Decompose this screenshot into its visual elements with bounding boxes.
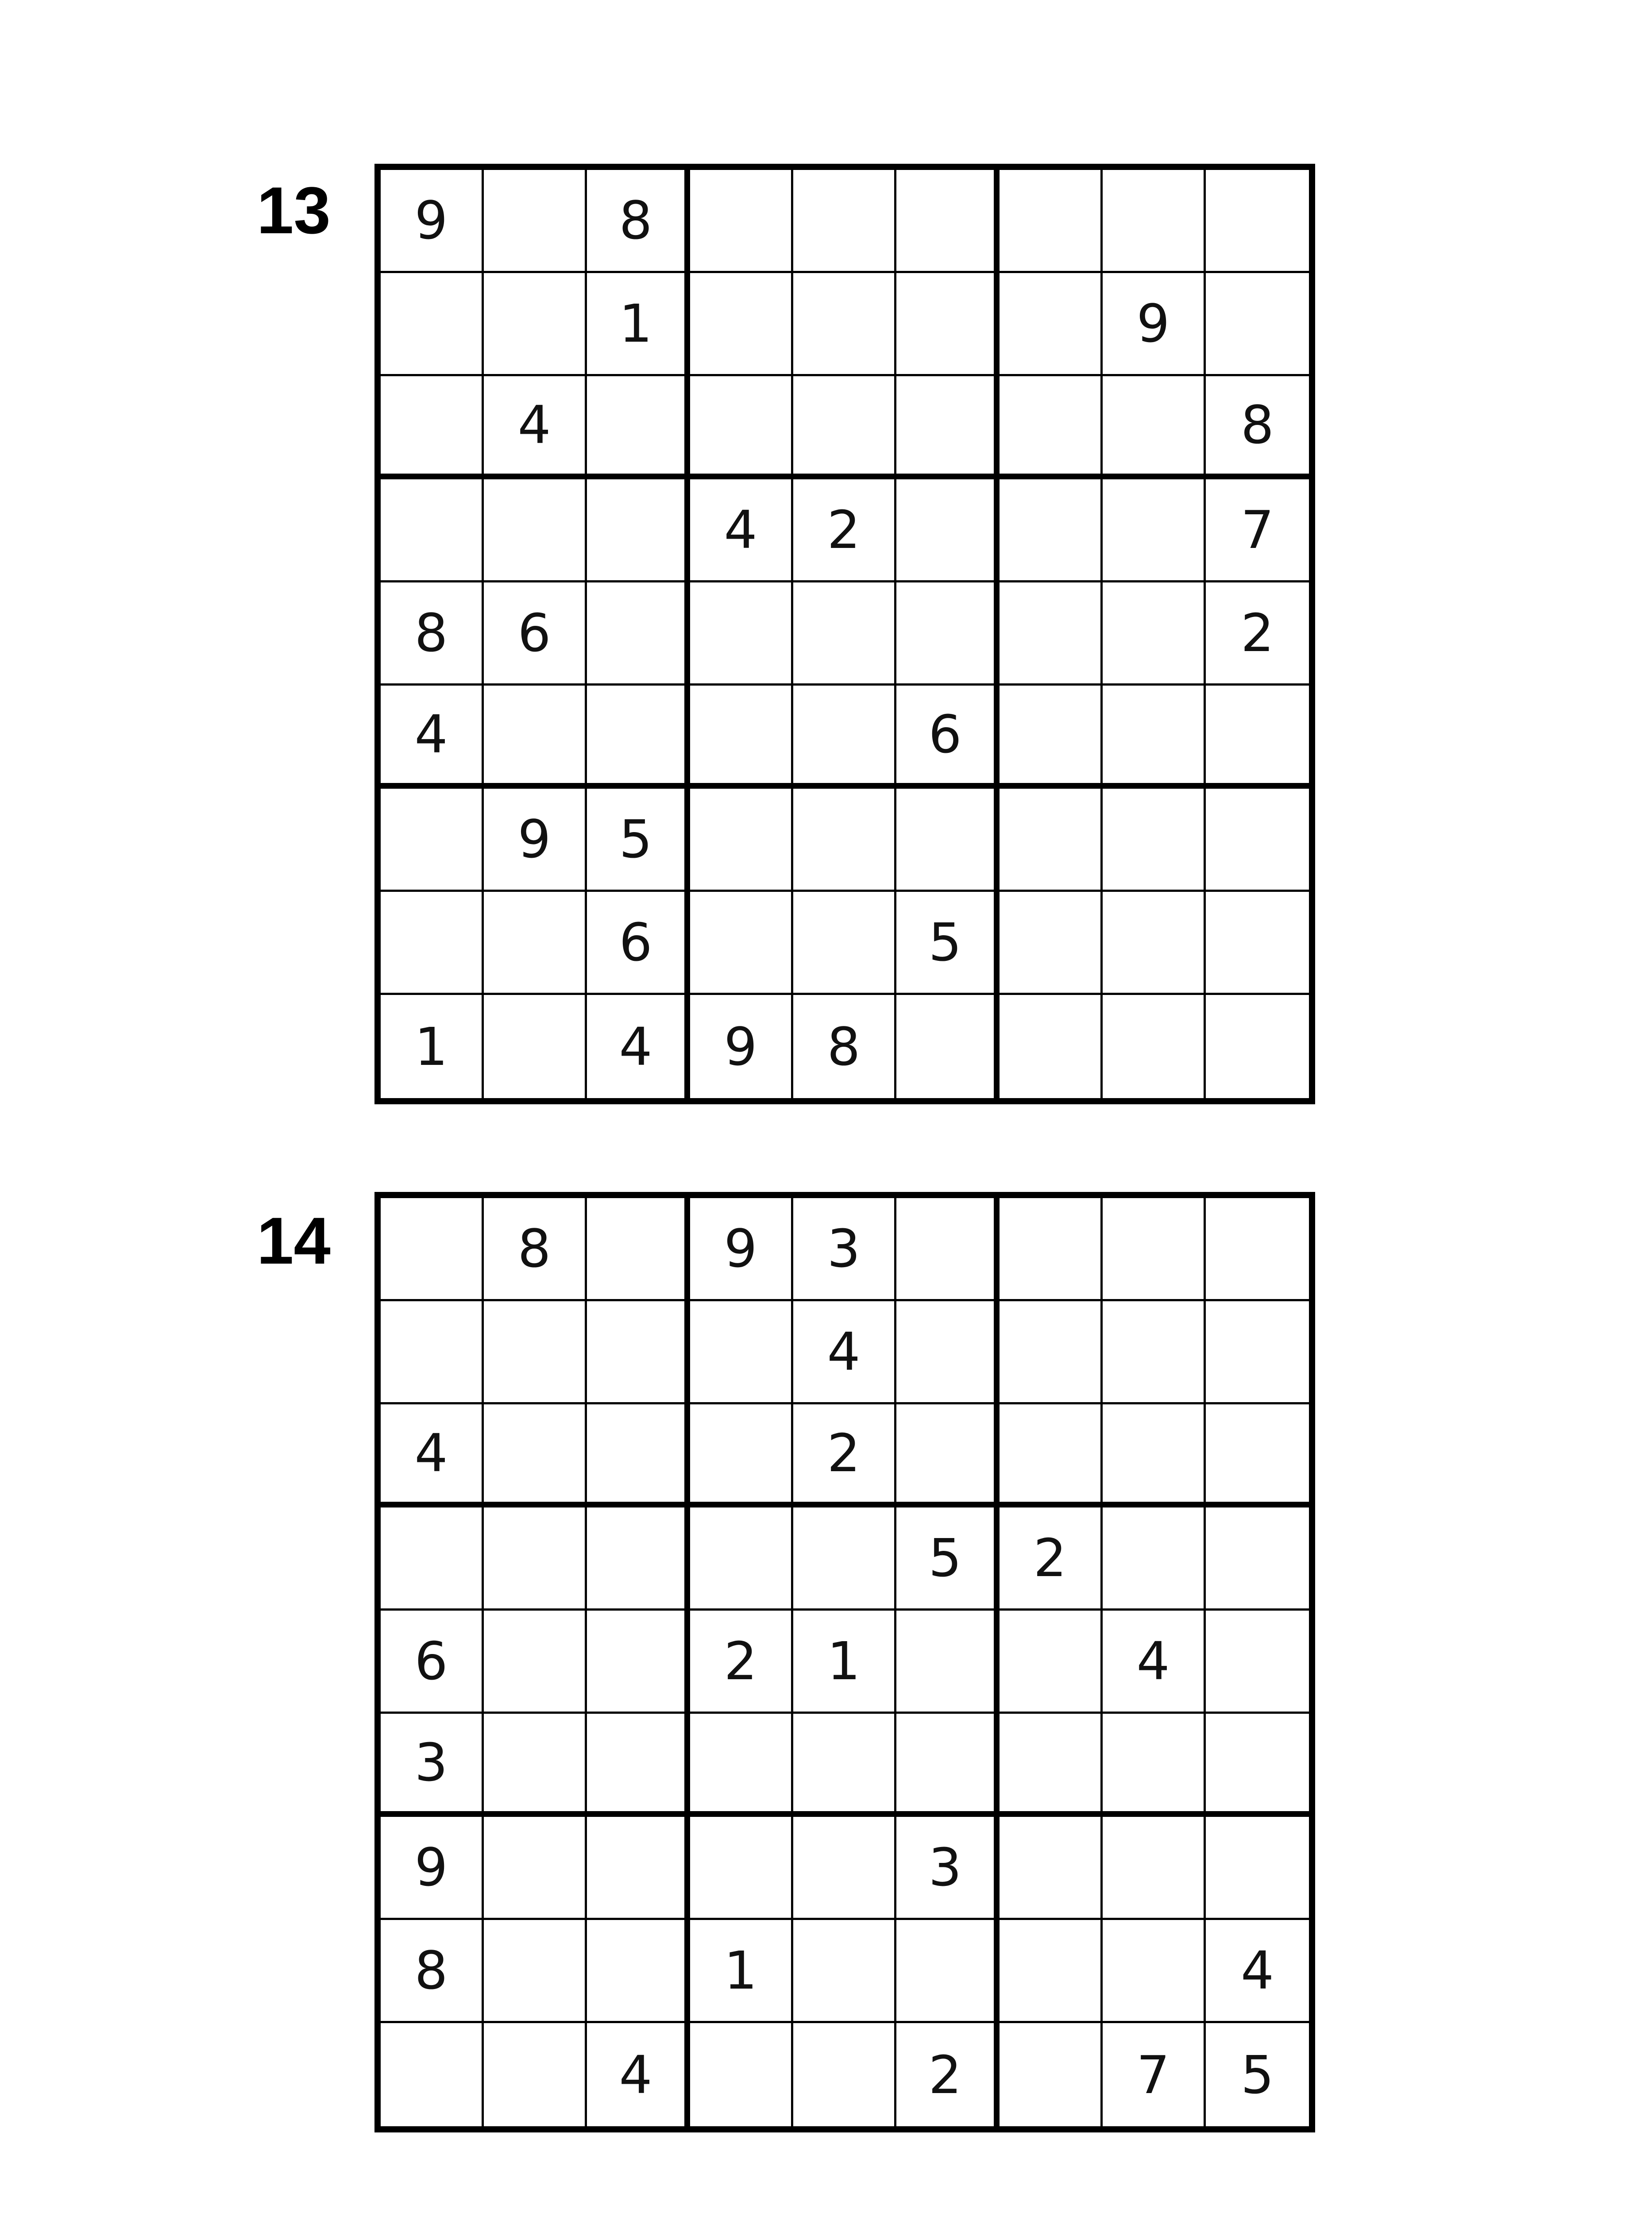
sudoku-cell[interactable]: [587, 1920, 690, 2023]
sudoku-cell[interactable]: [484, 273, 587, 376]
sudoku-cell[interactable]: 4: [484, 376, 587, 479]
sudoku-cell[interactable]: [690, 273, 793, 376]
sudoku-cell[interactable]: [793, 1714, 896, 1817]
sudoku-cell[interactable]: [381, 1301, 484, 1404]
sudoku-cell[interactable]: [1206, 1507, 1309, 1611]
sudoku-cell[interactable]: 2: [793, 1404, 896, 1507]
sudoku-cell[interactable]: 8: [484, 1198, 587, 1301]
sudoku-cell[interactable]: [690, 1817, 793, 1920]
sudoku-cell[interactable]: [793, 789, 896, 892]
sudoku-cell[interactable]: 4: [587, 995, 690, 1098]
sudoku-cell[interactable]: 4: [587, 2023, 690, 2126]
sudoku-cell[interactable]: [1206, 1714, 1309, 1817]
sudoku-cell[interactable]: [1000, 1404, 1103, 1507]
sudoku-cell[interactable]: [1103, 686, 1206, 789]
sudoku-cell[interactable]: [587, 1301, 690, 1404]
sudoku-cell[interactable]: [587, 479, 690, 582]
sudoku-cell[interactable]: [381, 479, 484, 582]
sudoku-cell[interactable]: 8: [793, 995, 896, 1098]
sudoku-cell[interactable]: 6: [896, 686, 1000, 789]
sudoku-cell[interactable]: [690, 789, 793, 892]
sudoku-cell[interactable]: [1103, 479, 1206, 582]
sudoku-cell[interactable]: 9: [1103, 273, 1206, 376]
sudoku-cell[interactable]: [1206, 686, 1309, 789]
sudoku-cell[interactable]: 6: [381, 1611, 484, 1714]
sudoku-cell[interactable]: [1206, 273, 1309, 376]
sudoku-cell[interactable]: 3: [896, 1817, 1000, 1920]
sudoku-cell[interactable]: 8: [381, 582, 484, 686]
sudoku-cell[interactable]: [1206, 1404, 1309, 1507]
sudoku-cell[interactable]: 9: [690, 1198, 793, 1301]
sudoku-cell[interactable]: [896, 995, 1000, 1098]
sudoku-cell[interactable]: [690, 2023, 793, 2126]
sudoku-grid: [374, 1192, 1315, 2132]
sudoku-cell[interactable]: [1206, 170, 1309, 273]
sudoku-cell[interactable]: [587, 686, 690, 789]
sudoku-cell[interactable]: [690, 892, 793, 995]
sudoku-cell[interactable]: 3: [793, 1198, 896, 1301]
sudoku-cell[interactable]: [1206, 995, 1309, 1098]
sudoku-cell[interactable]: [484, 686, 587, 789]
sudoku-cell[interactable]: [793, 686, 896, 789]
sudoku-cell[interactable]: 5: [1240, 2044, 1274, 2105]
sudoku-cell[interactable]: [1000, 479, 1103, 582]
sudoku-cell[interactable]: [484, 170, 587, 273]
sudoku-cell[interactable]: 1: [690, 1920, 793, 2023]
sudoku-cell[interactable]: [1206, 1198, 1309, 1301]
sudoku-cell[interactable]: [1103, 582, 1206, 686]
sudoku-cell[interactable]: [1206, 1301, 1309, 1404]
sudoku-cell[interactable]: [896, 582, 1000, 686]
sudoku-cell[interactable]: [1103, 995, 1206, 1098]
sudoku-cell[interactable]: 5: [896, 892, 1000, 995]
sudoku-cell[interactable]: [381, 789, 484, 892]
sudoku-cell[interactable]: [1000, 582, 1103, 686]
sudoku-cell[interactable]: 9: [381, 170, 484, 273]
sudoku-cell[interactable]: 2: [793, 479, 896, 582]
sudoku-cell[interactable]: [896, 170, 1000, 273]
sudoku-cell[interactable]: [587, 1817, 690, 1920]
sudoku-cell[interactable]: [896, 376, 1000, 479]
sudoku-cell[interactable]: [1000, 892, 1103, 995]
sudoku-cell[interactable]: 2: [1000, 1507, 1103, 1611]
sudoku-cell[interactable]: 1: [381, 995, 484, 1098]
sudoku-cell[interactable]: [1206, 1817, 1309, 1920]
sudoku-cell[interactable]: [793, 582, 896, 686]
sudoku-cell[interactable]: [381, 892, 484, 995]
sudoku-cell[interactable]: [793, 892, 896, 995]
sudoku-cell[interactable]: [587, 1404, 690, 1507]
sudoku-cell[interactable]: [587, 1714, 690, 1817]
sudoku-cell[interactable]: [1000, 273, 1103, 376]
sudoku-cell[interactable]: [587, 1198, 690, 1301]
sudoku-grid: [374, 164, 1315, 1104]
sudoku-cell[interactable]: [1103, 1817, 1206, 1920]
sudoku-cell[interactable]: 3: [381, 1714, 484, 1817]
sudoku-cell[interactable]: [793, 1507, 896, 1611]
sudoku-cell[interactable]: [381, 376, 484, 479]
sudoku-cell[interactable]: 4: [381, 686, 484, 789]
sudoku-cell[interactable]: 4: [793, 1301, 896, 1404]
sudoku-cell[interactable]: [793, 170, 896, 273]
sudoku-cell[interactable]: [1206, 892, 1309, 995]
sudoku-cell[interactable]: 8: [1206, 376, 1309, 479]
sudoku-cell[interactable]: [896, 1611, 1000, 1714]
sudoku-cell[interactable]: [1000, 1301, 1103, 1404]
sudoku-cell[interactable]: [1103, 1404, 1206, 1507]
sudoku-cell[interactable]: [484, 1714, 587, 1817]
sudoku-cell[interactable]: [690, 582, 793, 686]
sudoku-cell[interactable]: [484, 1301, 587, 1404]
sudoku-cell[interactable]: [896, 1198, 1000, 1301]
sudoku-cell[interactable]: 9: [484, 789, 587, 892]
sudoku-cell[interactable]: [1000, 170, 1103, 273]
sudoku-cell[interactable]: [1000, 995, 1103, 1098]
sudoku-cell[interactable]: [1000, 789, 1103, 892]
sudoku-cell[interactable]: [793, 376, 896, 479]
sudoku-cell[interactable]: [690, 686, 793, 789]
sudoku-cell[interactable]: [1000, 686, 1103, 789]
sudoku-cell[interactable]: [484, 1404, 587, 1507]
sudoku-cell[interactable]: [1206, 1611, 1309, 1714]
sudoku-cell[interactable]: 8: [381, 1920, 484, 2023]
sudoku-cell[interactable]: [484, 892, 587, 995]
sudoku-cell[interactable]: 1: [793, 1611, 896, 1714]
sudoku-cell[interactable]: 6: [484, 582, 587, 686]
sudoku-cell[interactable]: [1206, 789, 1309, 892]
sudoku-cell[interactable]: [484, 995, 587, 1098]
sudoku-cell[interactable]: [690, 376, 793, 479]
sudoku-cell[interactable]: [1103, 376, 1206, 479]
sudoku-cell[interactable]: [484, 2023, 587, 2126]
sudoku-cell[interactable]: [793, 1920, 896, 2023]
sudoku-cell[interactable]: [1000, 1611, 1103, 1714]
sudoku-cell[interactable]: [484, 479, 587, 582]
sudoku-cell[interactable]: [1000, 1198, 1103, 1301]
sudoku-cell[interactable]: 7: [1103, 2023, 1206, 2126]
puzzle-number: 14: [257, 1203, 331, 1278]
sudoku-cell[interactable]: [587, 376, 690, 479]
sudoku-cell[interactable]: 6: [587, 892, 690, 995]
puzzle-number: 13: [257, 173, 331, 247]
sudoku-cell[interactable]: 7: [1206, 479, 1309, 582]
sudoku-cell[interactable]: [1103, 1507, 1206, 1611]
sudoku-cell[interactable]: [484, 1817, 587, 1920]
sudoku-cell[interactable]: 4: [381, 1404, 484, 1507]
sudoku-cell[interactable]: [896, 789, 1000, 892]
sudoku-cell[interactable]: [484, 1507, 587, 1611]
sudoku-cell[interactable]: [1000, 1714, 1103, 1817]
sudoku-cell[interactable]: [587, 1611, 690, 1714]
sudoku-cell[interactable]: [793, 2023, 896, 2126]
sudoku-cell[interactable]: [1103, 1198, 1206, 1301]
sudoku-cell[interactable]: 1: [587, 273, 690, 376]
sudoku-cell[interactable]: [1103, 170, 1206, 273]
sudoku-cell[interactable]: [1103, 1301, 1206, 1404]
sudoku-cell[interactable]: [381, 1198, 484, 1301]
sudoku-cell[interactable]: [896, 1920, 1000, 2023]
sudoku-cell[interactable]: 5: [587, 789, 690, 892]
sudoku-cell[interactable]: [1000, 2023, 1103, 2126]
sudoku-cell[interactable]: [690, 1404, 793, 1507]
sudoku-cell[interactable]: [896, 1301, 1000, 1404]
sudoku-cell[interactable]: 8: [587, 170, 690, 273]
sudoku-cell[interactable]: [381, 273, 484, 376]
sudoku-cell[interactable]: [1000, 376, 1103, 479]
sudoku-cell[interactable]: [793, 273, 896, 376]
sudoku-cell[interactable]: 4: [1103, 1611, 1206, 1714]
sudoku-cell[interactable]: [896, 1714, 1000, 1817]
sudoku-cell[interactable]: 5: [896, 1507, 1000, 1611]
sudoku-cell[interactable]: [896, 479, 1000, 582]
sudoku-cell[interactable]: [1103, 892, 1206, 995]
sudoku-cell[interactable]: [1103, 789, 1206, 892]
sudoku-cell[interactable]: 2: [1206, 582, 1309, 686]
sudoku-cell[interactable]: [896, 1404, 1000, 1507]
sudoku-cell[interactable]: [1000, 1817, 1103, 1920]
sudoku-cell[interactable]: 4: [690, 479, 793, 582]
sudoku-cell[interactable]: [793, 1817, 896, 1920]
sudoku-cell[interactable]: 2: [896, 2023, 1000, 2126]
sudoku-cell[interactable]: [587, 1507, 690, 1611]
sudoku-cell[interactable]: [381, 1507, 484, 1611]
sudoku-cell[interactable]: [587, 582, 690, 686]
sudoku-cell[interactable]: [690, 170, 793, 273]
sudoku-cell[interactable]: [1103, 1920, 1206, 2023]
sudoku-cell[interactable]: 9: [690, 995, 793, 1098]
sudoku-cell[interactable]: [690, 1714, 793, 1817]
sudoku-cell[interactable]: [1103, 1714, 1206, 1817]
sudoku-cell[interactable]: 4: [1206, 1920, 1309, 2023]
sudoku-cell[interactable]: [690, 1301, 793, 1404]
sudoku-cell[interactable]: 2: [690, 1611, 793, 1714]
sudoku-cell[interactable]: [690, 1507, 793, 1611]
sudoku-cell[interactable]: [381, 2023, 484, 2126]
sudoku-cell[interactable]: [896, 273, 1000, 376]
sudoku-cell[interactable]: [1000, 1920, 1103, 2023]
sudoku-cell[interactable]: 9: [381, 1817, 484, 1920]
sudoku-cell[interactable]: [484, 1920, 587, 2023]
sudoku-cell[interactable]: [484, 1611, 587, 1714]
